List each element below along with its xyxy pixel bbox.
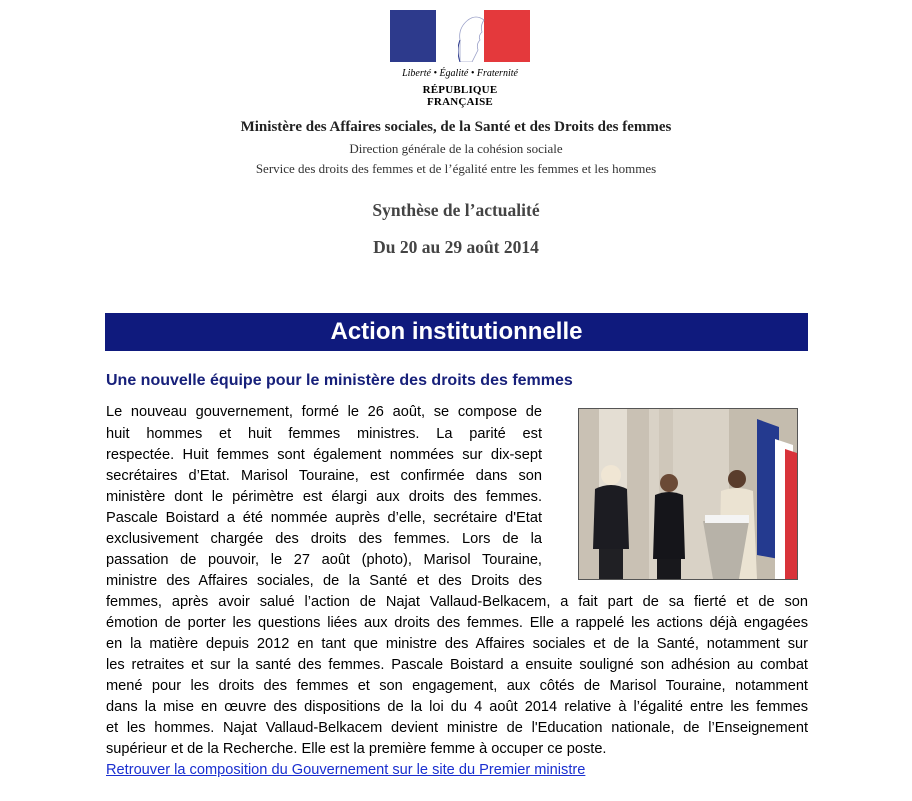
article-line: mené pour les droits des femmes et son engagement, aux côtés de Marisol Touraine, notamment (106, 678, 808, 694)
article-line: supérieur et de la Recherche. Elle est la première femme à occuper ce poste. (106, 741, 607, 757)
logo-republic-name: RÉPUBLIQUE FRANÇAISE (422, 84, 498, 108)
ministry-name: Ministère des Affaires sociales, de la Santé et des Droits des femmes (240, 119, 672, 135)
article-photo (578, 408, 798, 580)
article-line: émotion de porter les questions liées aux droits des femmes. Elle a rappelé les actions déjà engagées (106, 615, 808, 631)
article-line: respectée. Huit femmes sont également nommées sur dix-sept (106, 447, 542, 463)
article-line: secrétaires d’Etat. Marisol Touraine, est confirmée dans son (106, 468, 542, 484)
article-line: ministre des Affaires sociales, de la Santé et des Droits des (106, 573, 542, 589)
document-title: Synthèse de l’actualité (372, 200, 540, 220)
republique-francaise-logo (390, 10, 530, 108)
article-line: exclusivement chargée des droits des femmes. Lors de la (106, 531, 542, 547)
article-line: passation de pouvoir, le 27 août (photo), Marisol Touraine, (106, 552, 542, 568)
section-heading: Action institutionnelle (105, 313, 808, 351)
article-line: les retraites et sur la santé des femmes. Pascale Boistard a ensuite souligné son adhésion au combat (106, 657, 808, 673)
government-composition-link[interactable]: Retrouver la composition du Gouvernement sur le site du Premier ministre (106, 762, 586, 778)
logo-motto: Liberté • Égalité • Fraternité (402, 68, 518, 79)
article-line: femmes, après avoir salué l’action de Najat Vallaud-Belkacem, a fait part de sa fierté et de son (106, 594, 808, 610)
service-name: Service des droits des femmes et de l’égalité entre les femmes et les hommes (255, 161, 657, 176)
article-line: huit hommes et huit femmes ministres. La parité est (106, 426, 542, 442)
article-line: ministère dont le périmètre est élargi aux droits des femmes. (106, 489, 542, 505)
direction-name: Direction générale de la cohésion sociale (349, 141, 563, 156)
article-line: Pascale Boistard a été nommée auprès d’elle, secrétaire d'Etat (106, 510, 542, 526)
document-dates: Du 20 au 29 août 2014 (373, 237, 539, 257)
article-line: dans la mise en œuvre des dispositions de la loi du 4 août 2014 relative à l’égalité entre les femmes (106, 699, 808, 715)
marianne-flag-icon (390, 10, 530, 62)
article-title: Une nouvelle équipe pour le ministère des droits des femmes (106, 372, 573, 389)
article-line: en la matière depuis 2012 en tant que ministre des Affaires sociales et de la Santé, notamment sur (106, 636, 808, 652)
article-line: Le nouveau gouvernement, formé le 26 août, se compose de (106, 404, 542, 420)
article-line: et les hommes. Najat Vallaud-Belkacem devient ministre de l'Education nationale, de l’Enseignement (106, 720, 808, 736)
